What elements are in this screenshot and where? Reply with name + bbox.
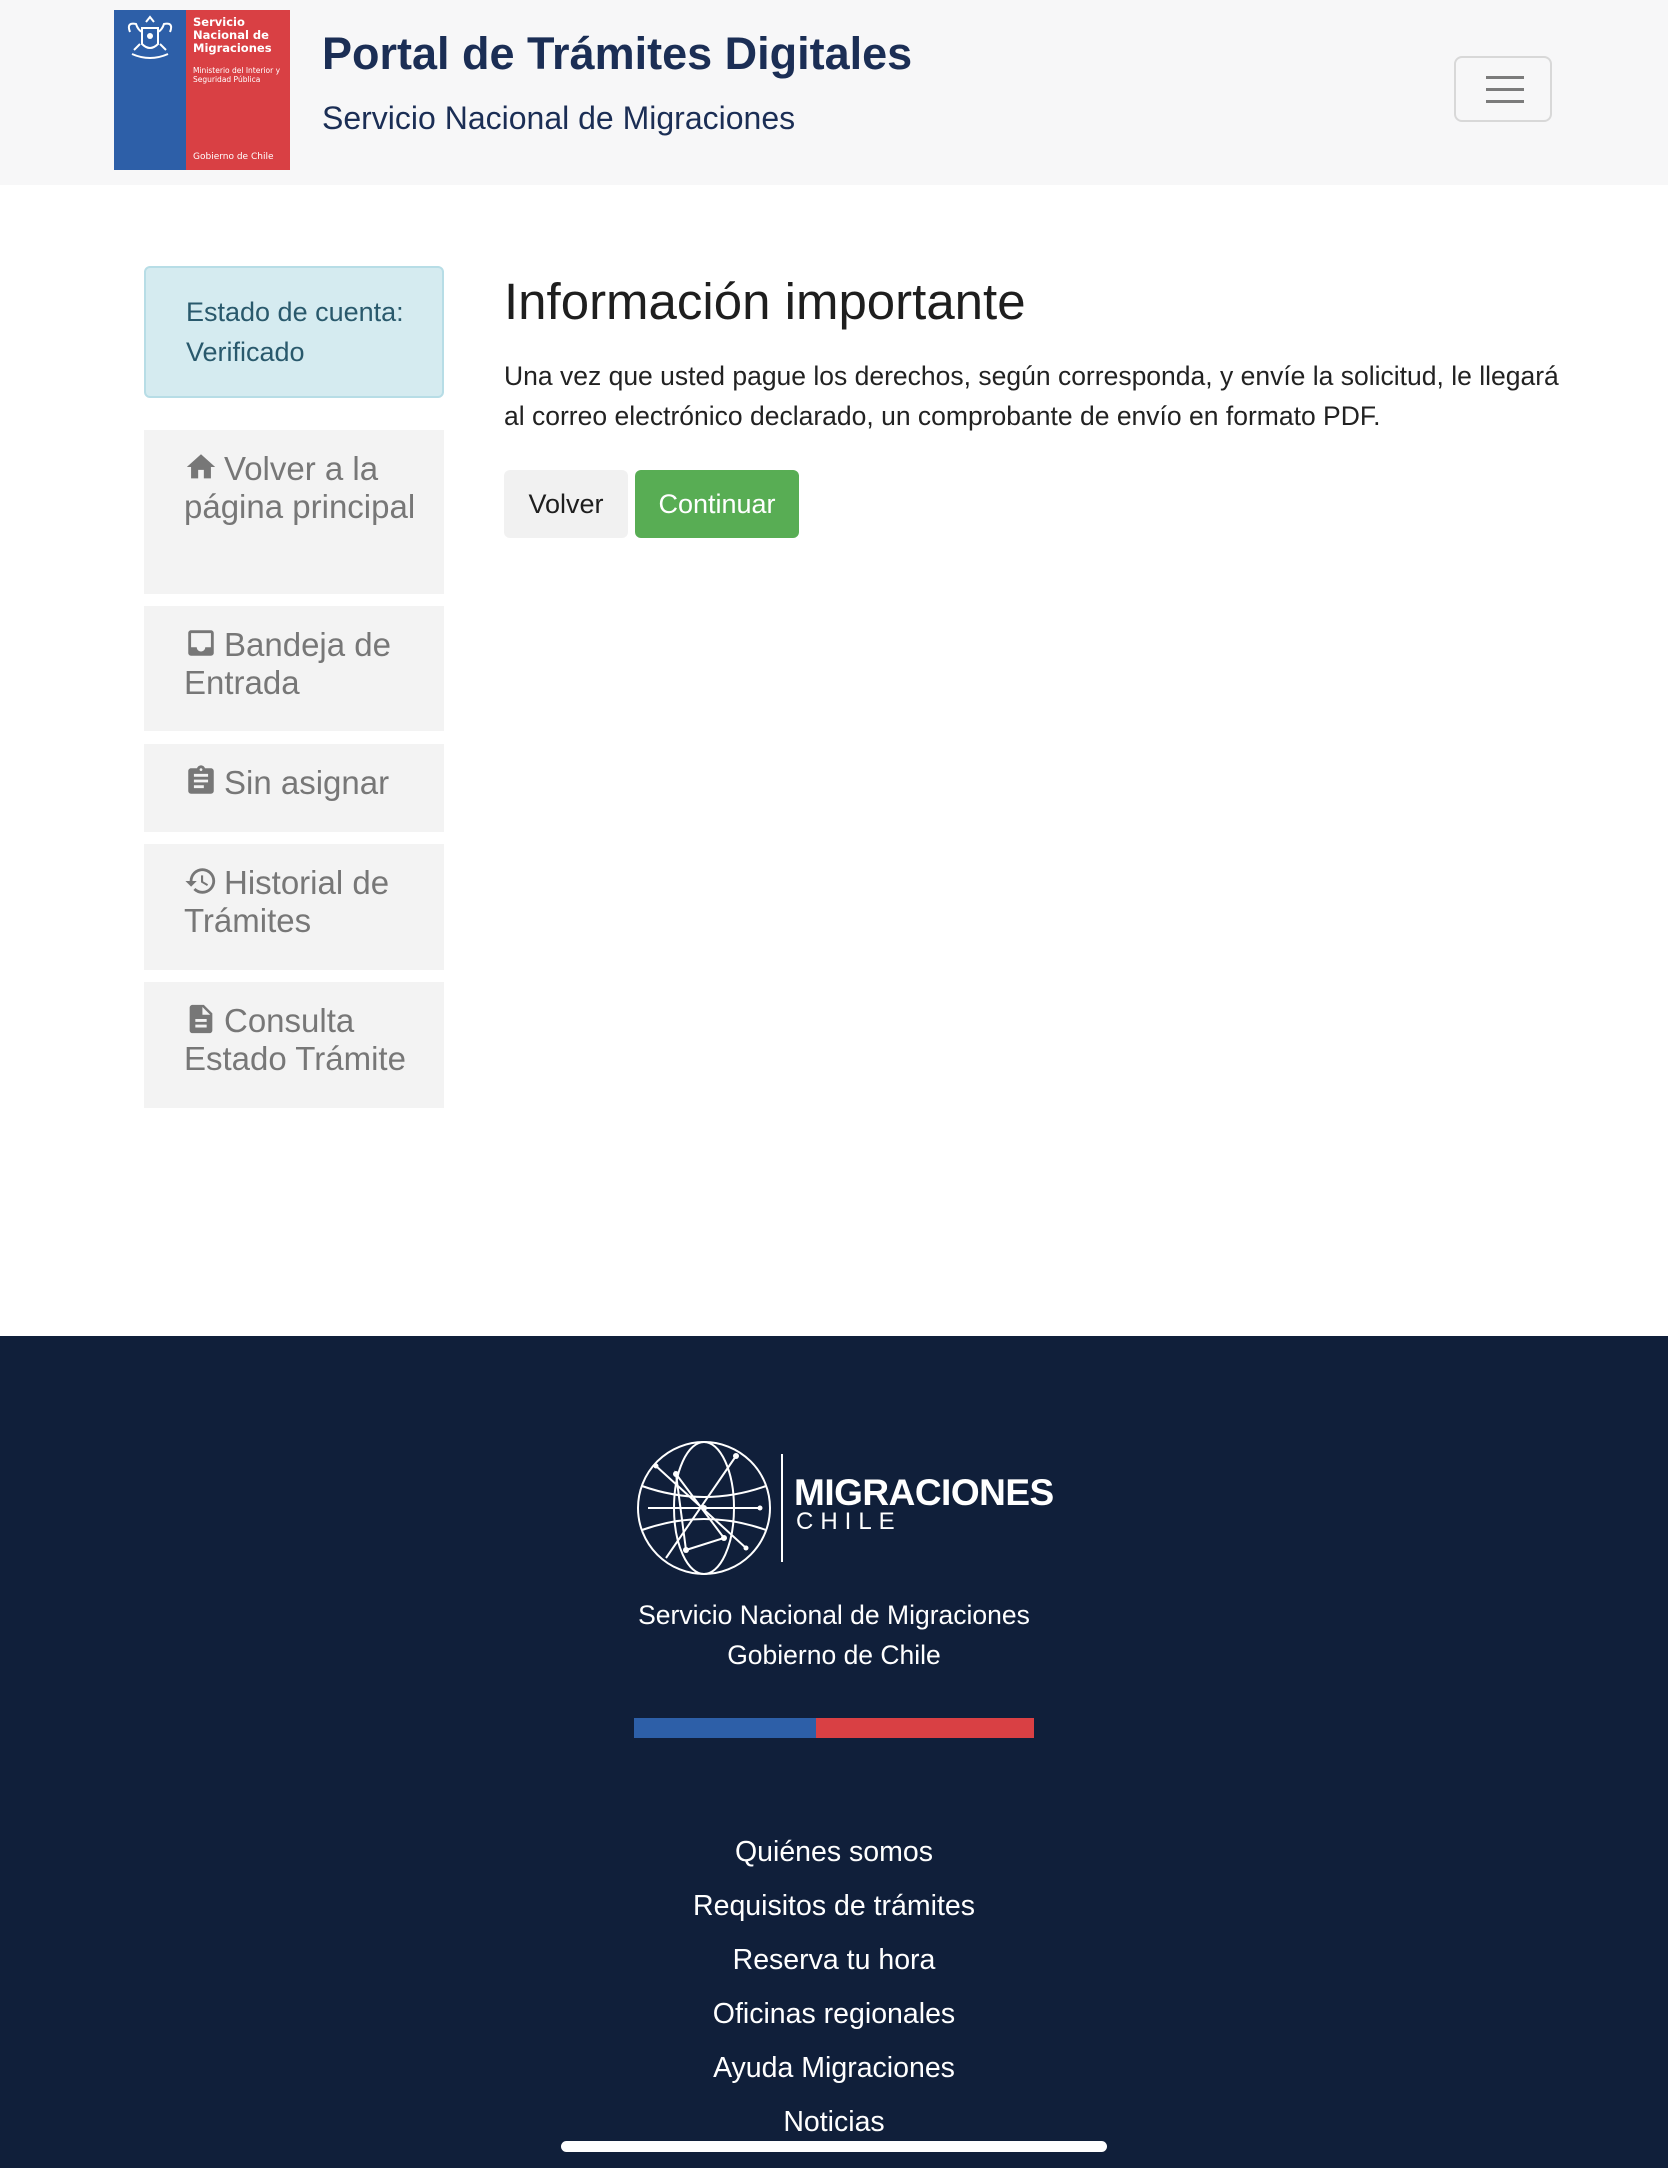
account-status-box	[144, 266, 444, 398]
flag-stripe-blue	[634, 1718, 816, 1738]
migraciones-logo-name: MIGRACIONES	[794, 1472, 1054, 1513]
sidebar-item-label: Consulta Estado Trámite	[184, 1002, 406, 1077]
sidebar-item-history[interactable]	[144, 844, 444, 970]
portal-subtitle: Servicio Nacional de Migraciones	[322, 100, 796, 136]
footer-link-requirements[interactable]: Requisitos de trámites	[693, 1890, 975, 1922]
footer-link-offices[interactable]: Oficinas regionales	[712, 1998, 956, 2030]
page-title: Información importante	[504, 273, 1026, 330]
sidebar-item-home[interactable]	[144, 430, 444, 594]
sidebar-item-label: Bandeja de Entrada	[184, 626, 391, 701]
footer-link-news[interactable]: Noticias	[783, 2106, 885, 2138]
footer-link-help[interactable]: Ayuda Migraciones	[713, 2052, 955, 2084]
footer-link-booking[interactable]: Reserva tu hora	[732, 1944, 936, 1976]
site-header	[0, 0, 1668, 185]
footer-org-name: Servicio Nacional de Migraciones	[638, 1600, 1030, 1630]
logo-service-text: Servicio Nacional de Migraciones	[193, 15, 272, 55]
coat-of-arms-icon	[120, 14, 180, 70]
document-icon	[184, 1002, 218, 1036]
flag-stripe-red	[816, 1718, 1034, 1738]
info-paragraph: Una vez que usted pague los derechos, según corresponda, y envíe la solicitud, le llegará al correo electrónico declarado, un comprobante de envío en formato PDF.	[504, 361, 1559, 431]
sidebar-item-label: Volver a la página principal	[184, 450, 416, 525]
footer-government: Gobierno de Chile	[727, 1640, 941, 1670]
account-status-label: Estado de cuenta:	[186, 297, 404, 327]
sidebar-item-unassigned[interactable]	[144, 744, 444, 832]
government-logo[interactable]	[114, 10, 290, 170]
history-icon	[184, 864, 218, 898]
sidebar-item-status-query[interactable]	[144, 982, 444, 1108]
sidebar-item-label: Sin asignar	[224, 764, 390, 801]
menu-toggle-button[interactable]	[1454, 56, 1552, 122]
clipboard-icon	[184, 764, 218, 798]
portal-title: Portal de Trámites Digitales	[322, 28, 913, 79]
footer-link-about[interactable]: Quiénes somos	[734, 1836, 933, 1868]
site-footer	[0, 1336, 1668, 2168]
account-status-value: Verificado	[186, 337, 305, 367]
migraciones-logo-country: CHILE	[796, 1508, 902, 1535]
home-icon	[184, 450, 218, 484]
continue-button[interactable]: Continuar	[635, 470, 799, 538]
inbox-icon	[184, 626, 218, 660]
logo-ministry-text: Ministerio del Interior y Seguridad Pública	[193, 66, 281, 84]
sidebar-item-label: Historial de Trámites	[184, 864, 390, 939]
back-button[interactable]: Volver	[504, 470, 628, 538]
home-indicator-bar[interactable]	[561, 2141, 1107, 2152]
sidebar-item-inbox[interactable]	[144, 606, 444, 731]
logo-government-text: Gobierno de Chile	[193, 152, 274, 162]
